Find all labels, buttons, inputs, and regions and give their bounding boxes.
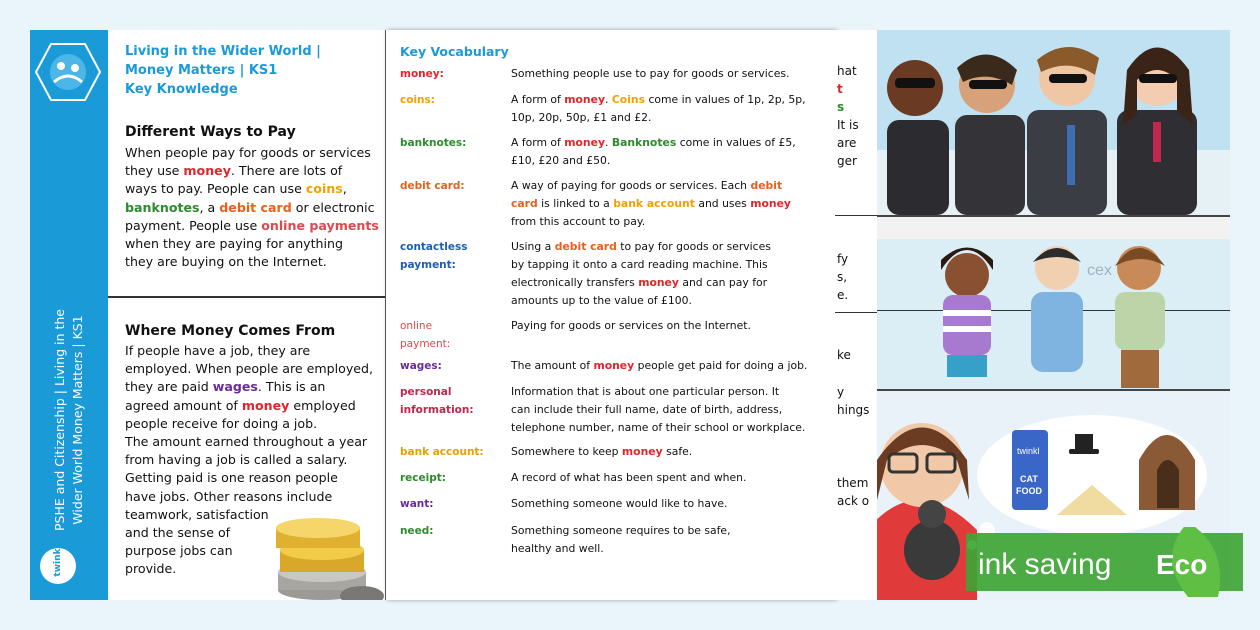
vocab-term: coins: bbox=[400, 94, 435, 106]
children-icon bbox=[941, 246, 1165, 388]
text-line: payment. People use online payments bbox=[125, 217, 379, 233]
text-line: they are paid wages. This is an bbox=[125, 379, 326, 395]
vocab-definition: The amount of money people get paid for doing a job. bbox=[511, 359, 808, 372]
text-fragment: s, bbox=[837, 270, 848, 284]
text-line: The amount earned throughout a year bbox=[125, 434, 368, 450]
title-line1: Living in the Wider World | bbox=[125, 44, 321, 59]
spine-title bbox=[51, 309, 87, 531]
text-fragment: fy bbox=[837, 252, 849, 266]
vocab-term: banknotes: bbox=[400, 137, 467, 149]
text-fragment: e. bbox=[837, 288, 849, 302]
twinkl-logo-text: twinkl bbox=[53, 545, 63, 577]
text-fragment: hings bbox=[837, 403, 870, 417]
text-line: When people pay for goods or services bbox=[125, 145, 371, 160]
text-line: employed. When people are employed, bbox=[125, 361, 374, 377]
text-line: have jobs. Other reasons include bbox=[125, 488, 333, 504]
eco-text: Eco bbox=[1156, 549, 1208, 580]
spine-title-line1: PSHE and Citizenship | Living in the bbox=[52, 308, 67, 532]
vocab-term: contactless payment: bbox=[400, 241, 468, 271]
vocab-term: bank account: bbox=[400, 446, 484, 458]
vocab-term: wages: bbox=[400, 360, 442, 372]
title-line2: Money Matters | KS1 bbox=[125, 63, 278, 78]
text-line: they use money. There are lots of bbox=[125, 163, 343, 179]
vocab-definition: A way of paying for goods or services. Each debit card is linked to a bank account and uses money from this account to pay. bbox=[511, 179, 791, 228]
ink-saving-eco-badge bbox=[966, 527, 1243, 597]
page-title bbox=[125, 42, 321, 99]
divider bbox=[835, 312, 877, 313]
pshe-hexagon-icon bbox=[34, 42, 102, 102]
cat-food-label: FOOD bbox=[1016, 486, 1042, 496]
vocab-definition: Paying for goods or services on the Internet. bbox=[511, 319, 751, 332]
text-line: purpose jobs can bbox=[125, 543, 233, 559]
divider bbox=[835, 215, 877, 216]
text-line: provide. bbox=[125, 561, 177, 577]
vocab-definition: Something someone would like to have. bbox=[511, 497, 728, 510]
text-line: agreed amount of money employed bbox=[125, 397, 356, 413]
text-fragment: t bbox=[837, 82, 843, 96]
vocab-definition: A form of money. Banknotes come in values of £5, £10, £20 and £50. bbox=[511, 136, 796, 167]
ink-saving-text: ink saving bbox=[978, 548, 1112, 581]
text-fragment: are bbox=[837, 136, 857, 150]
vocab-definition: Somewhere to keep money safe. bbox=[511, 445, 693, 458]
vocab-definition: Using a debit card to pay for goods or services by tapping it onto a card reading machine. This electronically transfers money and can pay for amounts up to the value of £100. bbox=[511, 240, 771, 307]
shop-sign-text: cex bbox=[1087, 262, 1112, 279]
text-line: people receive for doing a job. bbox=[125, 415, 318, 431]
vocab-definition: Something someone requires to be safe, healthy and well. bbox=[511, 524, 731, 555]
vocab-definition: A record of what has been spent and when. bbox=[511, 471, 747, 484]
text-line: If people have a job, they are bbox=[125, 343, 311, 358]
ways-to-pay-body bbox=[125, 144, 380, 271]
text-line: they are buying on the Internet. bbox=[125, 254, 327, 270]
vocab-term: receipt: bbox=[400, 472, 446, 484]
vocab-term: money: bbox=[400, 68, 444, 80]
ways-to-pay-heading: Different Ways to Pay bbox=[125, 124, 296, 140]
text-line: ways to pay. People can use coins, bbox=[125, 181, 347, 197]
text-line: when they are paying for anything bbox=[125, 236, 344, 252]
money-from-heading: Where Money Comes From bbox=[125, 323, 336, 339]
text-line: Getting paid is one reason people bbox=[125, 470, 338, 486]
vocab-term: online payment: bbox=[400, 320, 451, 350]
cat-food-brand: twinkl bbox=[1017, 446, 1040, 456]
text-line: teamwork, satisfaction bbox=[125, 506, 269, 522]
text-line: from having a job is called a salary. bbox=[125, 452, 348, 468]
coin-stack-icon bbox=[272, 510, 385, 600]
text-fragment: them bbox=[837, 476, 869, 490]
vocab-term: want: bbox=[400, 498, 434, 510]
spine-title-line2: Wider World Money Matters | KS1 bbox=[70, 315, 85, 525]
cat-food-label: CAT bbox=[1020, 474, 1038, 484]
vocab-term: debit card: bbox=[400, 180, 465, 192]
vocab-term: personal information: bbox=[400, 386, 474, 416]
vocab-term: need: bbox=[400, 525, 434, 537]
text-fragment: y bbox=[837, 385, 845, 399]
vocabulary-title: Key Vocabulary bbox=[400, 44, 509, 59]
section-divider bbox=[108, 296, 385, 298]
vocab-definition: Information that is about one particular person. It can include their full name, date of birth, address, telephone number, name of their school or workplace. bbox=[511, 385, 806, 434]
illustration-art bbox=[877, 30, 1230, 600]
hidden-page-strip bbox=[835, 30, 877, 600]
text-fragment: ger bbox=[837, 154, 857, 168]
text-fragment: ke bbox=[837, 348, 851, 362]
text-fragment: s bbox=[837, 100, 845, 114]
text-fragment: hat bbox=[837, 64, 857, 78]
title-line3: Key Knowledge bbox=[125, 82, 238, 97]
illustration-panel bbox=[877, 30, 1230, 600]
vocab-definition: Something people use to pay for goods or services. bbox=[511, 67, 790, 80]
column-border bbox=[385, 30, 386, 600]
vocab-definition: A form of money. Coins come in values of 1p, 2p, 5p, 10p, 20p, 50p, £1 and £2. bbox=[511, 93, 806, 124]
text-fragment: It is bbox=[837, 118, 859, 132]
text-fragment: ack o bbox=[837, 494, 870, 508]
text-line: banknotes, a debit card or electronic bbox=[125, 199, 375, 215]
text-line: and the sense of bbox=[125, 525, 231, 541]
people-in-suits-icon bbox=[887, 47, 1197, 215]
